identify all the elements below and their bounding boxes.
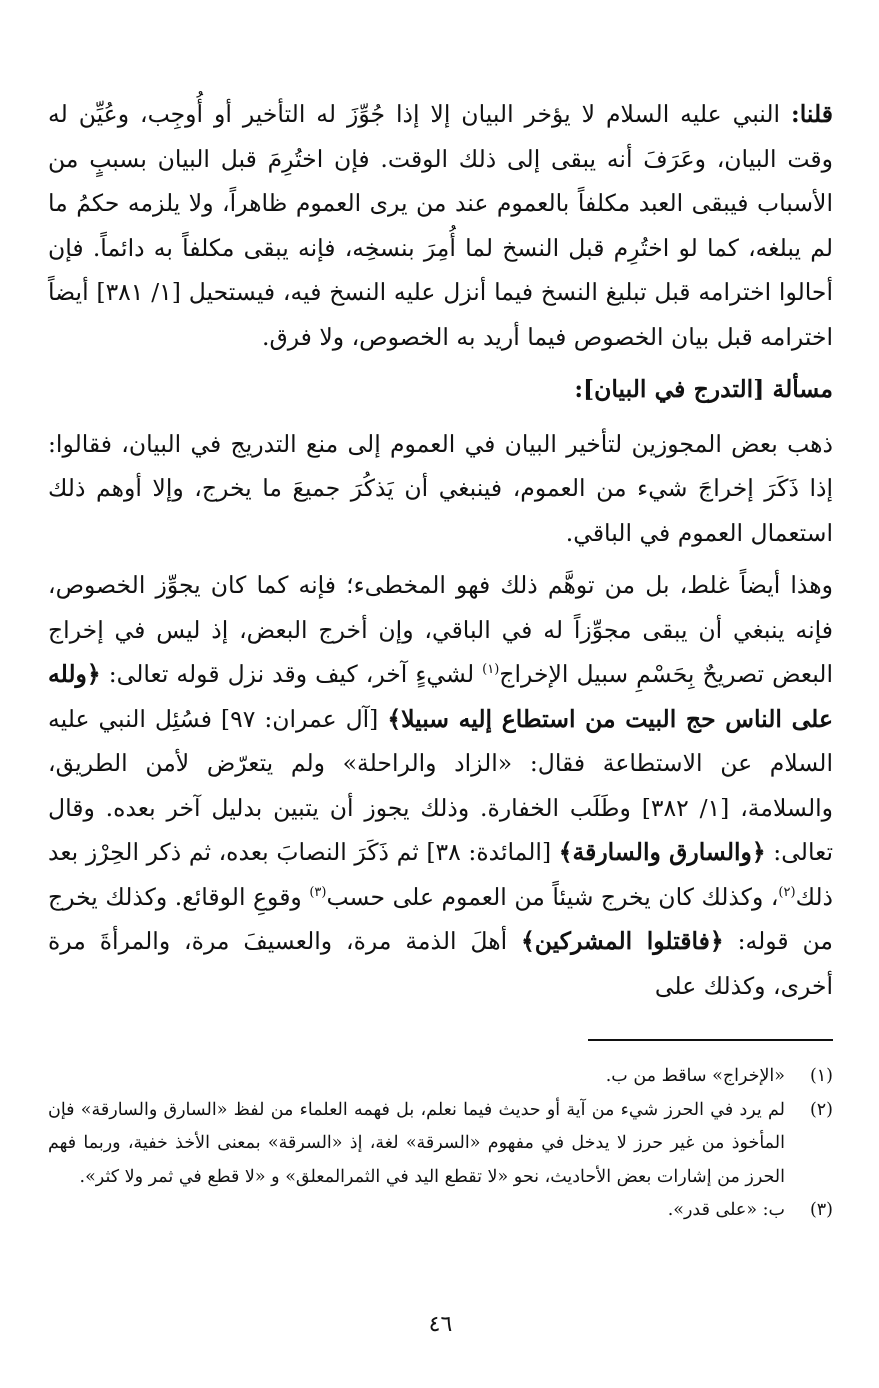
footnote-text: ب: «على قدر». [667, 1200, 785, 1220]
paragraph-text: وهذا أيضاً غلط، بل من توهَّم ذلك فهو المخطىء؛ فإنه كما كان يجوِّز الخصوص، فإنه ينبغي أن يبقى مجوِّزاً له في الباقي، وإن أخرج البعض، إذ ليس في إخراج البعض تصريحٌ بِحَسْمِ سبيل الإخراج [48, 571, 833, 688]
quran-verse: ﴿فاقتلوا المشركين﴾ [521, 927, 724, 955]
paragraph-reply [48, 92, 833, 359]
paragraph-text: [المائدة: ٣٨] ثم ذَكَرَ النصابَ بعده، ثم ذكر الحِرْز بعد ذلك [48, 838, 833, 911]
paragraph-text: أيضاً اخترامه قبل بيان الخصوص فيما أريد به الخصوص، ولا فرق. [48, 278, 833, 351]
footnote-marker: (١) [482, 662, 500, 678]
footnote-marker: (٢) [778, 884, 796, 900]
paragraph-text: وقوعِ الوقائع. وكذلك يخرج من قوله: [48, 882, 833, 955]
section-heading: مسألة [التدرج في البيان]: [574, 375, 833, 403]
paragraph-text: النبي عليه السلام لا يؤخر البيان إلا إذا جُوِّزَ له التأخير أو أُوجِب، وعُيِّن له وقت البيان، وعَرَفَ أنه يبقى إلى ذلك الوقت. فإن اختُرِمَ قبل البيان بسببٍ من الأسباب فيبقى العبد مكلفاً بالعموم عند من يرى العموم ظاهراً، ولا يلزمه حكمُ ما لم يبلغه، كما لو اختُرِم قبل النسخ لما أُمِرَ بنسخِه، فإنه يبقى مكلفاً به دائماً. فإن أحالوا اخترامه قبل تبليغ النسخ فيما أنزل عليه النسخ فيه، فيستحيل [48, 100, 833, 306]
quran-verse: ﴿ولله على الناس حج البيت من استطاع إليه سبيلا﴾ [48, 660, 833, 733]
main-text [48, 92, 833, 1008]
paragraph-text: وطَلَب الخفارة. وذلك يجوز أن يتبين بدليل آخر بعده. وقال تعالى: [48, 793, 833, 866]
paragraph-refutation [48, 563, 833, 1008]
footnote-number: (٣) [809, 1200, 833, 1220]
paragraph-text: [آل عمران: ٩٧] فسُئِل النبي عليه السلام عن الاستطاعة فقال: «الزاد والراحلة» ولم يتعرّض لأمن الطريق، والسلامة، [48, 704, 833, 822]
page-number: ٤٦ [428, 1312, 453, 1337]
footnote-number: (٢) [809, 1099, 833, 1120]
footnote [48, 1194, 833, 1228]
quran-verse: ﴿والسارق والسارقة﴾ [558, 838, 766, 866]
footnote-text: لم يرد في الحرز شيء من آية أو حديث فيما نعلم، بل فهمه العلماء من لفظ «السارق والسارقة» فإن المأخوذ من غير حرز لا يدخل في مفهوم «السرقة» لغة، إذ «السرقة» بمعنى الأخذ خفية، وربما فهم الحرز من إشارات بعض الأحاديث، نحو «لا تقطع اليد في الثمرالمعلق» و «لا قطع في ثمر ولا كثر». [48, 1099, 785, 1187]
paragraph-lead: قلنا: [791, 100, 833, 128]
footnote [48, 1094, 833, 1195]
footnote-text: «الإخراج» ساقط من ب. [605, 1066, 785, 1086]
footnote-marker: (٣) [309, 884, 327, 900]
book-page [48, 92, 833, 1382]
page-reference: [١/ ٣٨١] [96, 278, 181, 306]
footnote-separator [588, 1039, 833, 1041]
footnote [48, 1060, 833, 1094]
paragraph-opinion: ذهب بعض المجوزين لتأخير البيان في العموم إلى منع التدريج في البيان، فقالوا: إذا ذَكَرَ إخراجَ شيء من العموم، فينبغي أن يَذكُرَ جميعَ ما يخرج، وإلا أوهم ذلك استعمال العموم في الباقي. [48, 429, 833, 547]
footnote-number: (١) [809, 1066, 833, 1086]
paragraph-text: أهلَ الذمة مرة، والعسيفَ مرة، والمرأةَ مرة أخرى، وكذلك على [48, 927, 833, 1000]
page-reference: [١/ ٣٨٢] [641, 793, 730, 822]
paragraph-text: لشيءٍ آخر، كيف وقد نزل قوله تعالى: [108, 660, 475, 688]
paragraph-text: ، وكذلك كان يخرج شيئاً من العموم على حسب [326, 882, 779, 911]
footnotes [48, 1060, 833, 1228]
